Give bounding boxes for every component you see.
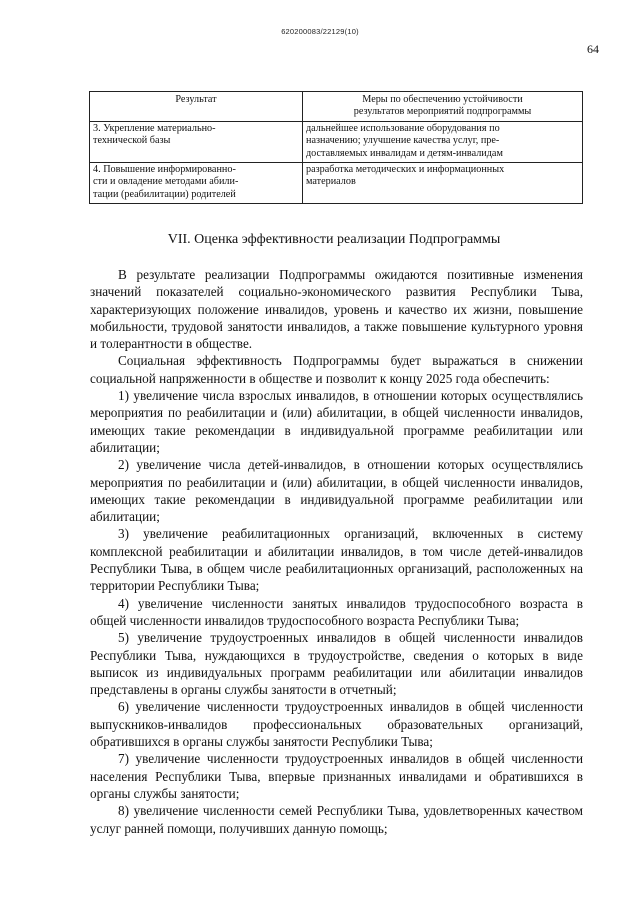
cell-text: разработка методических и информационных — [306, 164, 505, 176]
table-row — [90, 163, 583, 204]
paragraph: Социальная эффективность Подпрограммы будет выражаться в снижении социальной напряженности в обществе и позволит к концу 2025 года обеспечить: — [90, 353, 583, 386]
header-result — [90, 92, 303, 122]
header-measures-line1: Меры по обеспечению устойчивости — [362, 94, 523, 105]
cell-text: 3. Укрепление материально- — [93, 122, 216, 134]
list-item: 3) увеличение реабилитационных организаций, включенных в систему комплексной реабилитации и абилитации инвалидов, в том числе детей-инвалидов Республики Тыва, в общем числе реабилитационных организаций, расположенных на территории Республики Тыва; — [90, 526, 583, 594]
table-cell-result — [90, 163, 303, 204]
cell-text: материалов — [306, 176, 356, 188]
cell-text: 4. Повышение информированно- — [93, 164, 236, 176]
list-item: 8) увеличение численности семей Республики Тыва, удовлетворенных качеством услуг ранней помощи, получивших данную помощь; — [90, 803, 583, 836]
list-item: 6) увеличение численности трудоустроенных инвалидов в общей численности выпускников-инвалидов профессиональных образовательных организаций, обратившихся в органы службы занятости Республики Тыва; — [90, 699, 583, 750]
table-cell-measure — [303, 121, 583, 162]
results-table — [89, 91, 583, 204]
section-title: VII. Оценка эффективности реализации Подпрограммы — [167, 232, 501, 247]
table-header-row — [90, 92, 583, 122]
cell-text: технической базы — [93, 135, 171, 147]
document-id: 620200083/22129(10) — [281, 27, 359, 36]
list-item: 1) увеличение числа взрослых инвалидов, в отношении которых осуществлялись мероприятия по реабилитации и (или) абилитации, в общей численности инвалидов, имеющих такие рекомендации в индивидуальной программе реабилитации или абилитации; — [90, 388, 583, 455]
cell-text: назначению; улучшение качества услуг, пре- — [306, 135, 500, 147]
cell-text: тации (реабилитации) родителей — [93, 188, 236, 200]
cell-text: сти и овладение методами абили- — [93, 176, 239, 188]
list-item: 7) увеличение численности трудоустроенных инвалидов в общей численности населения Республики Тыва, впервые признанных инвалидами и обратившихся в органы службы занятости; — [90, 751, 583, 801]
table-cell-result — [90, 121, 303, 162]
header-measures — [303, 92, 583, 122]
table-row — [90, 121, 583, 162]
cell-text: доставляемых инвалидам и детям-инвалидам — [306, 147, 503, 159]
paragraph: В результате реализации Подпрограммы ожидаются позитивные изменения значений показателей социально-экономического развития Республики Тыва, характеризующих положение инвалидов, уровень и качество их жизни, повышение мобильности, трудовой занятости инвалидов, а также повышение культурного уровня и толерантности в обществе. — [90, 267, 583, 352]
header-measures-line2: результатов мероприятий подпрограммы — [353, 106, 532, 118]
cell-text: дальнейшее использование оборудования по — [306, 122, 500, 134]
list-item: 4) увеличение численности занятых инвалидов трудоспособного возраста в общей численности инвалидов трудоспособного возраста Республики Тыва; — [90, 595, 583, 628]
header-result-label: Результат — [175, 94, 217, 105]
list-item: 2) увеличение числа детей-инвалидов, в отношении которых осуществлялись мероприятия по реабилитации и (или) абилитации, в общей численности инвалидов, имеющих такие рекомендации в индивидуальной программе реабилитации или абилитации; — [90, 457, 583, 525]
list-item: 5) увеличение трудоустроенных инвалидов в общей численности инвалидов Республики Тыва, нуждающихся в трудоустройстве, сведения о которых в виде выписок из индивидуальных программ реабилитации или абилитации инвалидов представлены в органы службы занятости в отчетный; — [90, 630, 583, 698]
page-number: 64 — [587, 42, 599, 56]
body-text — [90, 266, 583, 837]
table-cell-measure — [303, 163, 583, 204]
